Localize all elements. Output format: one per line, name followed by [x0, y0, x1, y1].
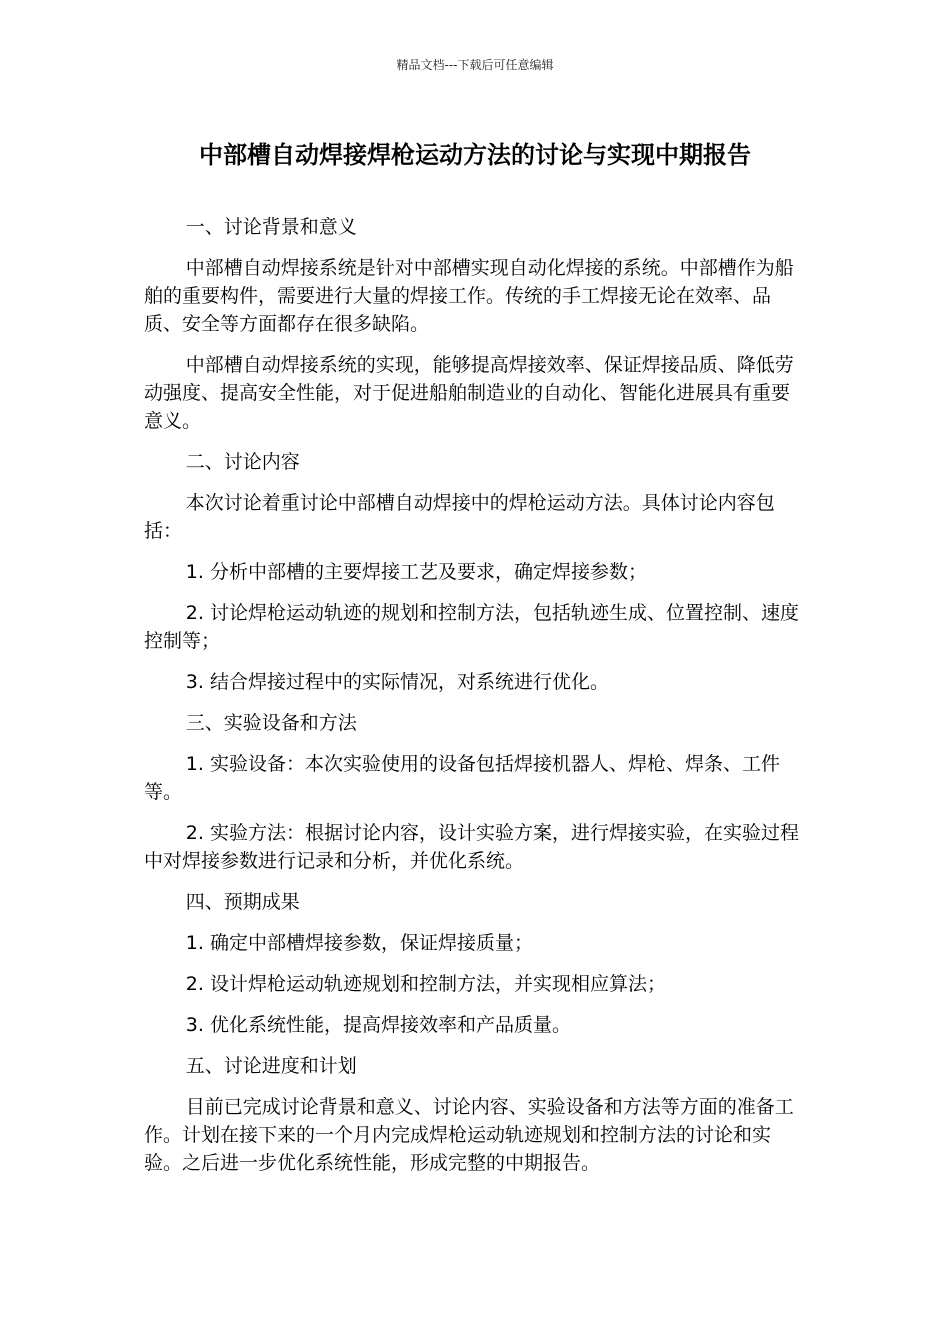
list-item: 2. 设计焊枪运动轨迹规划和控制方法，并实现相应算法；: [185, 973, 666, 995]
section-heading-results: 四、预期成果: [185, 891, 300, 913]
list-item: 1. 实验设备：本次实验使用的设备包括焊接机器人、焊枪、焊条、工件等。: [144, 753, 780, 803]
list-item: 2. 讨论焊枪运动轨迹的规划和控制方法，包括轨迹生成、位置控制、速度控制等；: [144, 602, 799, 652]
section-heading-equipment: 三、实验设备和方法: [185, 712, 357, 734]
section-heading-schedule: 五、讨论进度和计划: [185, 1055, 357, 1077]
section-heading-content: 二、讨论内容: [185, 451, 300, 473]
section-heading-background: 一、讨论背景和意义: [185, 216, 357, 238]
header-note: 精品文档---下载后可任意编辑: [396, 58, 554, 72]
list-item: 1. 分析中部槽的主要焊接工艺及要求，确定焊接参数；: [185, 561, 647, 583]
document-title: 中部槽自动焊接焊枪运动方法的讨论与实现中期报告: [199, 141, 751, 169]
document-body: [144, 213, 808, 1190]
paragraph-background-2: 中部槽自动焊接系统的实现，能够提高焊接效率、保证焊接品质、降低劳动强度、提高安全性能，对于促进船舶制造业的自动化、智能化进展具有重要意义。: [144, 354, 794, 432]
list-item: 3. 结合焊接过程中的实际情况，对系统进行优化。: [185, 671, 609, 693]
paragraph-background-1: 中部槽自动焊接系统是针对中部槽实现自动化焊接的系统。中部槽作为船舶的重要构件，需要进行大量的焊接工作。传统的手工焊接无论在效率、品质、安全等方面都存在很多缺陷。: [144, 257, 794, 335]
list-item: 2. 实验方法：根据讨论内容，设计实验方案，进行焊接实验，在实验过程中对焊接参数进行记录和分析，并优化系统。: [144, 822, 799, 872]
paragraph-schedule: 目前已完成讨论背景和意义、讨论内容、实验设备和方法等方面的准备工作。计划在接下来的一个月内完成焊枪运动轨迹规划和控制方法的讨论和实验。之后进一步优化系统性能，形成完整的中期报告。: [144, 1096, 794, 1174]
list-item: 1. 确定中部槽焊接参数，保证焊接质量；: [185, 932, 533, 954]
paragraph-content-intro: 本次讨论着重讨论中部槽自动焊接中的焊枪运动方法。具体讨论内容包括：: [144, 492, 775, 542]
list-item: 3. 优化系统性能，提高焊接效率和产品质量。: [185, 1014, 571, 1036]
